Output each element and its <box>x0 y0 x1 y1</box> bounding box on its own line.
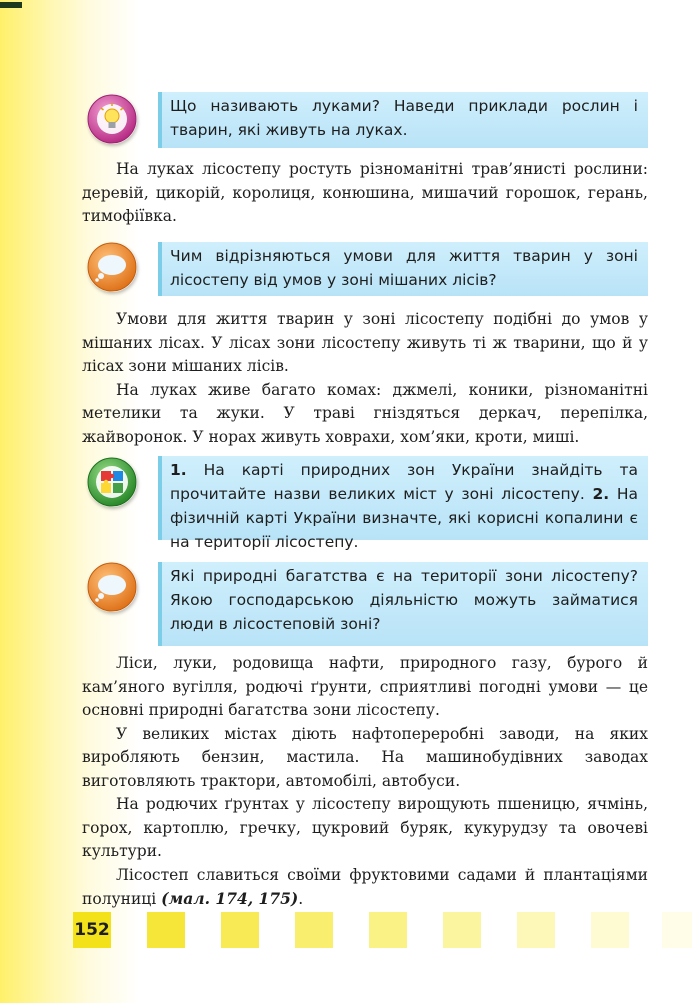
task-text-1: На карті природних зон України знайдіть та прочитайте назви великих міст у зоні лісостепу. <box>170 461 638 503</box>
resources-section <box>82 652 648 912</box>
footer-deco-square <box>221 912 259 948</box>
footer-deco-square <box>369 912 407 948</box>
task-number-1: 1. <box>170 461 187 479</box>
footer-deco-square <box>295 912 333 948</box>
task-number-2: 2. <box>592 485 610 503</box>
animals-section <box>82 308 648 449</box>
orchards-end: . <box>298 890 304 908</box>
question-box-1: Що називають луками? Наведи приклади рослин і тварин, які живуть на луках. <box>158 92 648 148</box>
paragraph-orchards <box>82 864 648 912</box>
paragraph-insects-birds: На луках живе багато комах: джмелі, коники, різноманітні метелики та жуки. У траві гніздяться деркач, перепілка, жайворонок. У норах живуть ховрахи, хом’яки, кроти, миші. <box>82 380 648 446</box>
footer-deco-square <box>517 912 555 948</box>
paragraph-meadow-plants: На луках лісостепу ростуть різноманітні трав’янисті рослини: деревій, цикорій, королиця, конюшина, мишачий горошок, герань, тимофіївка. <box>82 160 648 225</box>
footer-deco-square <box>147 912 185 948</box>
paragraph-animal-conditions: Умови для життя тварин у зоні лісостепу подібні до умов у мішаних лісах. У лісах зони лісостепу живуть ті ж тварини, що й у лісах зони мішаних лісів. <box>82 310 648 375</box>
lightbulb-icon <box>87 94 137 144</box>
page-number: 152 <box>73 912 111 948</box>
task-text-2: На фізичній карті України визначте, які корисні копалини є на території лісостепу. <box>170 485 638 551</box>
paragraph-agriculture: На родючих ґрунтах у лісостепу вирощують пшеницю, ячмінь, горох, картоплю, гречку, цукровий буряк, кукурудзу та овочеві культури. <box>82 795 648 860</box>
footer-deco-square <box>662 912 692 948</box>
task-box <box>158 456 648 551</box>
question-box-2: Чим відрізняються умови для життя тварин у зоні лісостепу від умов у зоні мішаних лісів? <box>158 242 648 296</box>
orchards-text: Лісостеп славиться своїми фруктовими садами й плантаціями полуниці <box>82 865 648 908</box>
thought-bubble-icon <box>87 242 137 292</box>
paragraph-natural-resources: Ліси, луки, родовища нафти, природного газу, бурого й кам’яного вугілля, родючі ґрунти, сприятливі погодні умови — це основні природні багатства зони лісостепу. <box>82 654 648 719</box>
corner-mark <box>0 2 22 8</box>
thought-bubble-icon <box>87 562 137 612</box>
footer-deco-square <box>443 912 481 948</box>
puzzle-icon <box>87 457 137 507</box>
question-box-4: Які природні багатства є на території зони лісостепу? Якою господарською діяльністю можуть займатися люди в лісостеповій зоні? <box>158 562 648 646</box>
paragraph-industry: У великих містах діють нафтопереробні заводи, на яких виробляють бензин, мастила. На машинобудівних заводах виготовляють трактори, автомобілі, автобуси. <box>82 724 648 790</box>
figure-reference: (мал. 174, 175) <box>161 889 299 908</box>
footer-deco-square <box>591 912 629 948</box>
